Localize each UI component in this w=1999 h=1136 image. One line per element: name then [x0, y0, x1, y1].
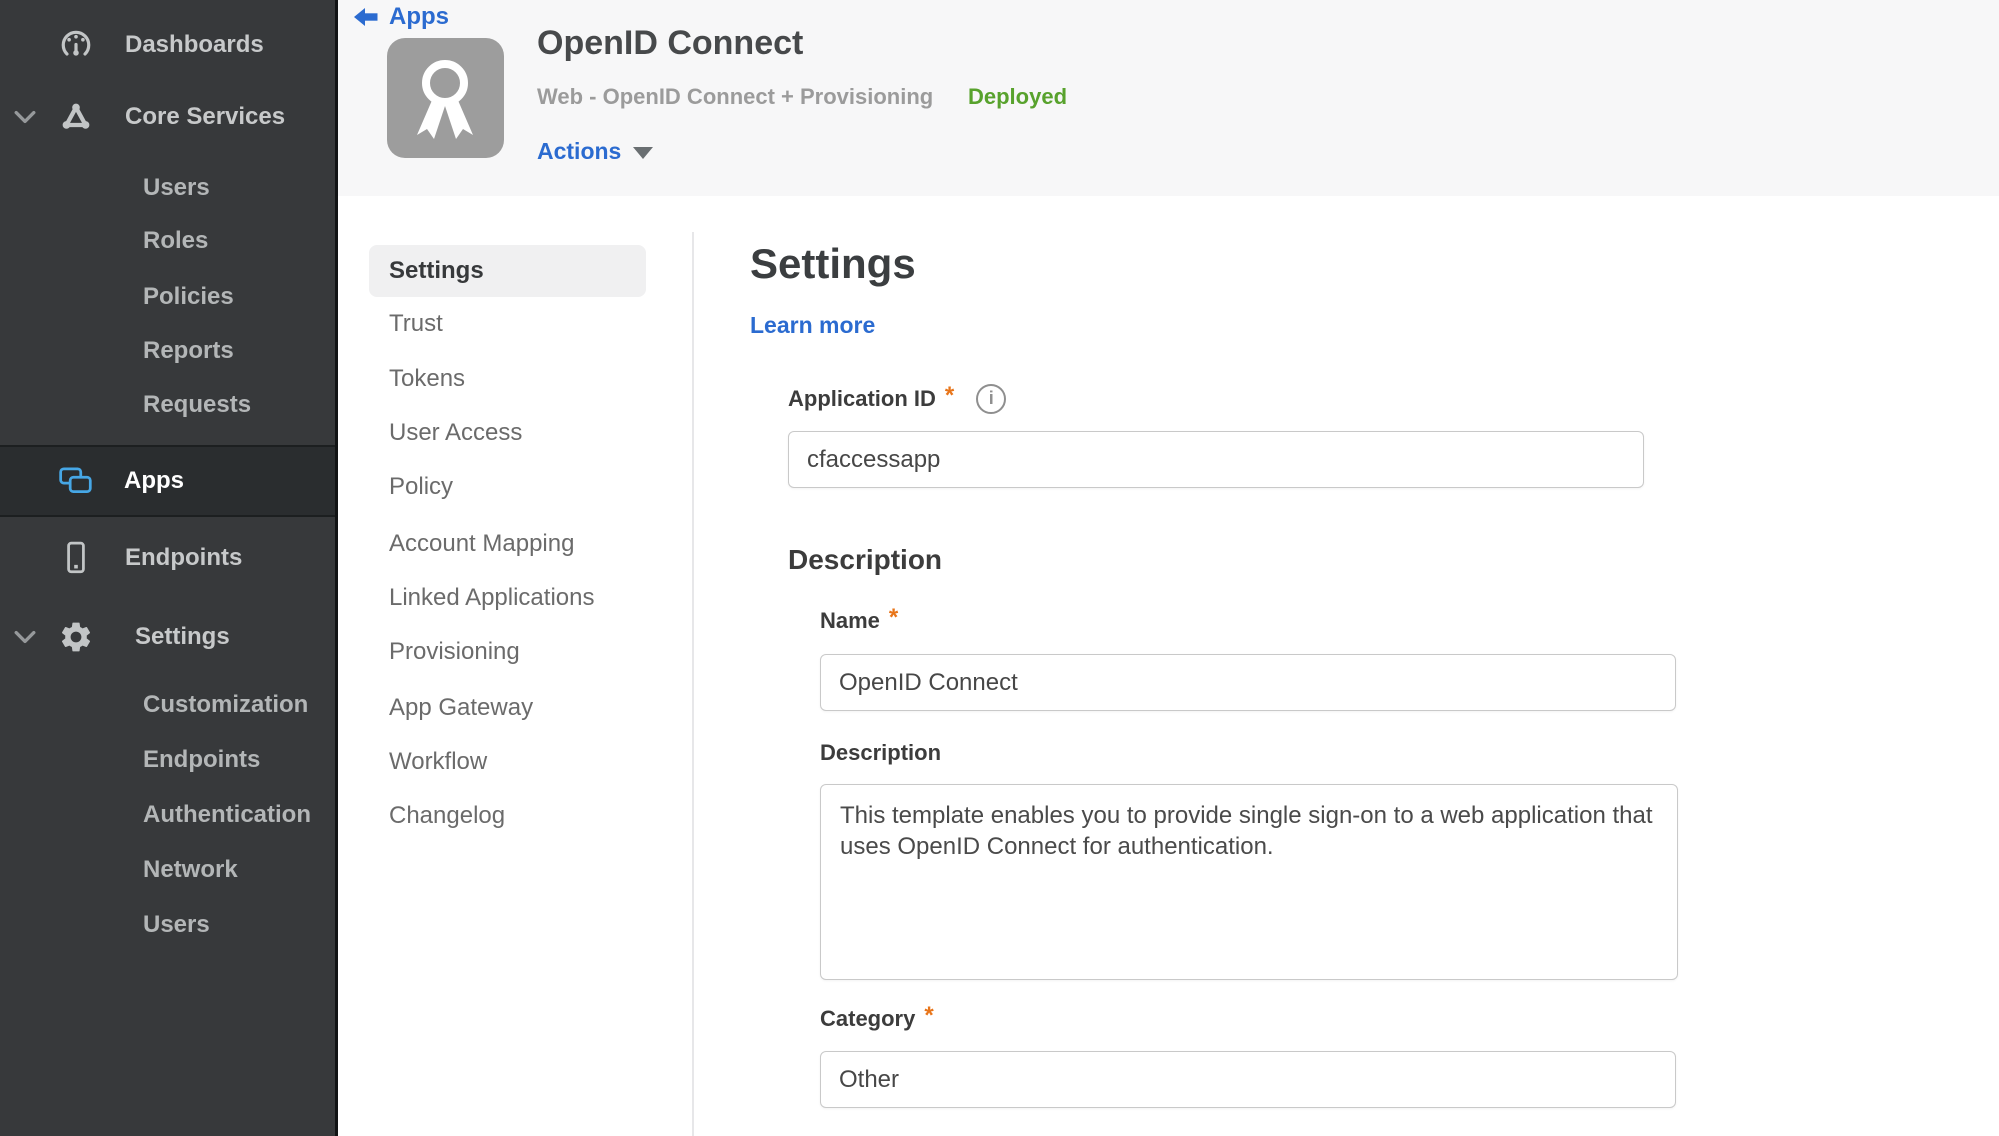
sidebar-item-settings-endpoints[interactable]: [0, 735, 335, 785]
category-label: [820, 1002, 934, 1034]
application-id-label: [788, 382, 1006, 416]
tab-label: Trust: [389, 310, 443, 337]
tab-label: Provisioning: [389, 638, 520, 665]
category-input[interactable]: [820, 1051, 1676, 1108]
sidebar-item-label: Users: [143, 174, 210, 201]
page-title: Settings: [750, 240, 916, 287]
label-text: Application ID: [788, 386, 936, 411]
sidebar-item-authentication[interactable]: [0, 790, 335, 840]
tab-changelog[interactable]: [338, 791, 682, 841]
tab-trust[interactable]: [338, 299, 682, 349]
sidebar-item-label: Requests: [143, 391, 252, 418]
tab-label: Settings: [389, 257, 484, 284]
name-input[interactable]: [820, 654, 1676, 711]
tab-settings-selected[interactable]: [369, 245, 646, 297]
sidebar-item-label: Endpoints: [125, 544, 243, 571]
info-icon[interactable]: i: [976, 384, 1006, 414]
tab-provisioning[interactable]: [338, 627, 682, 677]
sidebar-item-label: Endpoints: [143, 746, 261, 773]
sidebar-item-policies[interactable]: [0, 272, 335, 322]
sidebar-item-settings-users[interactable]: [0, 900, 335, 950]
sidebar-item-label: Dashboards: [125, 31, 264, 58]
tab-label: App Gateway: [389, 694, 534, 721]
tab-label: Changelog: [389, 802, 506, 829]
sidebar-item-label: Users: [143, 911, 210, 938]
back-to-apps-link[interactable]: [352, 3, 449, 31]
tab-account-mapping[interactable]: [338, 519, 682, 569]
actions-label: Actions: [537, 138, 622, 164]
sidebar-item-reports[interactable]: [0, 326, 335, 376]
app-title: OpenID Connect: [537, 24, 804, 62]
sidebar-item-label: Core Services: [125, 103, 286, 130]
required-asterisk: *: [924, 1002, 934, 1029]
tab-workflow[interactable]: [338, 737, 682, 787]
tab-user-access[interactable]: [338, 408, 682, 458]
label-text: Description: [820, 740, 942, 765]
sidebar-item-core-services[interactable]: [0, 92, 335, 142]
sidebar-item-label: Roles: [143, 227, 209, 254]
application-id-input[interactable]: [788, 431, 1644, 488]
tab-label: Policy: [389, 473, 454, 500]
back-link-label: Apps: [389, 3, 449, 30]
sidebar-item-settings[interactable]: [0, 612, 335, 662]
sidebar-item-label: Network: [143, 856, 238, 883]
description-label: [820, 740, 941, 766]
sidebar-item-label: Authentication: [143, 801, 311, 828]
core-services-icon: [58, 99, 94, 135]
label-text: Name: [820, 608, 880, 633]
sidebar: [0, 0, 338, 1136]
sidebar-item-label: Customization: [143, 691, 309, 718]
apps-icon: [58, 463, 94, 499]
chevron-down-icon[interactable]: [14, 110, 36, 124]
app-subtitle: Web - OpenID Connect + Provisioning: [537, 84, 934, 109]
sidebar-item-network[interactable]: [0, 845, 335, 895]
dashboard-gauge-icon: [58, 27, 94, 63]
tab-label: Account Mapping: [389, 530, 575, 557]
tab-tokens[interactable]: [338, 354, 682, 404]
endpoints-device-icon: [58, 540, 94, 576]
sidebar-item-dashboards[interactable]: [0, 20, 335, 70]
tab-policy[interactable]: [338, 462, 682, 512]
sidebar-item-roles[interactable]: [0, 216, 335, 266]
page-header: [338, 0, 1999, 196]
chevron-down-icon[interactable]: [14, 630, 36, 644]
status-badge: Deployed: [968, 84, 1068, 109]
learn-more-link[interactable]: Learn more: [750, 312, 876, 338]
app-section-nav: [338, 196, 692, 1136]
tab-app-gateway[interactable]: [338, 683, 682, 733]
actions-menu-button[interactable]: [537, 138, 653, 165]
tab-linked-applications[interactable]: [338, 573, 682, 623]
sidebar-item-apps-active[interactable]: [0, 445, 335, 517]
description-textarea[interactable]: [820, 784, 1678, 980]
tab-label: Tokens: [389, 365, 466, 392]
required-asterisk: *: [944, 382, 955, 409]
tab-label: Linked Applications: [389, 584, 595, 611]
sidebar-item-customization[interactable]: [0, 680, 335, 730]
gear-icon: [58, 619, 94, 655]
caret-down-icon: [633, 147, 653, 159]
settings-panel: [694, 196, 1999, 1136]
sidebar-item-label: Settings: [135, 623, 230, 650]
app-ribbon-icon: [387, 38, 504, 158]
required-asterisk: *: [888, 604, 899, 631]
name-label: [820, 604, 899, 636]
sidebar-item-label: Policies: [143, 283, 234, 310]
sidebar-item-users[interactable]: [0, 163, 335, 213]
back-arrow-icon: [352, 6, 380, 28]
sidebar-item-label: Apps: [124, 467, 184, 494]
tab-label: Workflow: [389, 748, 488, 775]
label-text: Category: [820, 1006, 916, 1031]
description-section-heading: Description: [788, 544, 943, 575]
sidebar-item-label: Reports: [143, 337, 234, 364]
tab-label: User Access: [389, 419, 523, 446]
sidebar-item-endpoints[interactable]: [0, 533, 335, 583]
sidebar-item-requests[interactable]: [0, 380, 335, 430]
